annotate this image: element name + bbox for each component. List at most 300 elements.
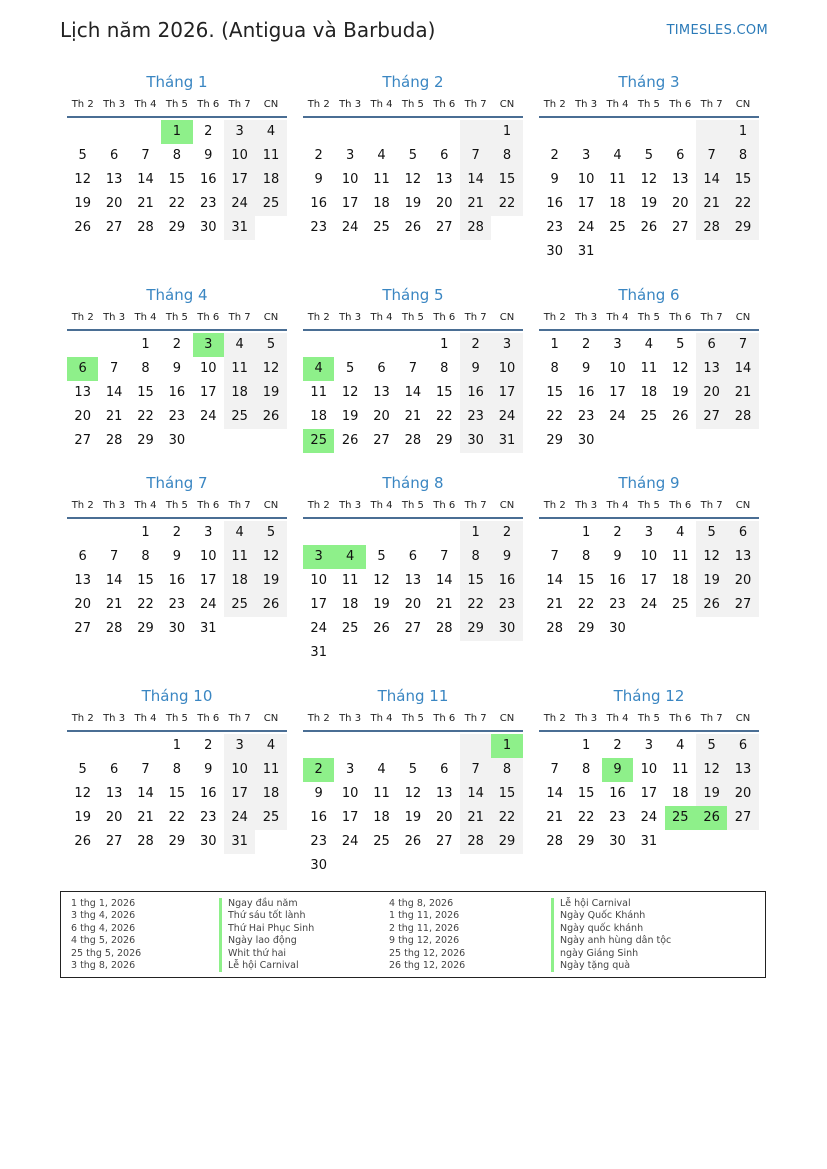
weekday-label: Th 2	[307, 312, 330, 323]
day-empty	[429, 734, 460, 758]
day-cell: 1	[491, 120, 522, 144]
day-cell: 28	[546, 621, 563, 636]
weekday-label: Th 2	[71, 500, 94, 511]
day-cell: 5	[345, 361, 355, 376]
day-cell: 27	[671, 220, 689, 235]
week-row	[539, 593, 759, 617]
month-title: Tháng 4	[146, 286, 208, 304]
day-cell: 14	[105, 385, 123, 400]
day-cell: 12	[404, 172, 422, 187]
day-cell: 2	[613, 525, 622, 540]
day-cell: 20	[74, 409, 91, 424]
legend-holiday-name: Lễ hội Carnival	[551, 898, 671, 910]
day-holiday: 4	[303, 357, 334, 381]
day-cell: 2	[581, 337, 591, 352]
weekday-label: Th 7	[228, 500, 251, 511]
month-title: Tháng 1	[146, 73, 208, 91]
day-cell: 5	[696, 734, 727, 758]
legend-holiday-name: Ngày anh hùng dân tộc	[551, 935, 671, 947]
legend-date: 3 thg 4, 2026	[71, 910, 136, 922]
day-empty	[727, 429, 758, 453]
day-cell: 19	[255, 569, 286, 593]
legend-date: 3 thg 8, 2026	[71, 959, 136, 971]
week-row	[539, 617, 759, 641]
day-cell: 11	[373, 172, 390, 187]
day-cell: 7	[550, 762, 559, 777]
weekday-header	[303, 94, 523, 118]
day-cell: 7	[408, 361, 417, 376]
day-cell: 13	[105, 172, 123, 187]
day-empty	[665, 240, 696, 264]
week-row	[539, 405, 759, 429]
day-cell: 18	[310, 409, 327, 424]
week-row	[303, 144, 523, 168]
weekday-label: Th 5	[165, 713, 188, 724]
day-cell: 24	[199, 597, 217, 612]
day-cell: 27	[105, 834, 123, 849]
day-cell: 10	[310, 573, 327, 588]
day-cell: 10	[491, 357, 522, 381]
day-cell: 5	[255, 521, 286, 545]
weekday-label: Th 6	[197, 312, 220, 323]
day-empty	[727, 830, 758, 854]
day-cell: 23	[199, 810, 217, 825]
day-cell: 21	[460, 806, 491, 830]
day-cell: 1	[581, 525, 591, 540]
day-cell: 24	[310, 621, 327, 636]
day-cell: 15	[577, 573, 595, 588]
weekday-label: Th 6	[197, 99, 220, 110]
week-row	[303, 569, 523, 593]
weekday-label: Th 5	[401, 500, 424, 511]
weekday-label: Th 4	[606, 713, 629, 724]
legend-holiday-name: Thứ sáu tốt lành	[219, 910, 314, 922]
day-empty	[98, 333, 129, 357]
day-cell: 29	[460, 617, 491, 641]
day-cell: 16	[168, 385, 186, 400]
week-row	[539, 782, 759, 806]
day-cell: 19	[74, 196, 91, 211]
day-empty	[334, 641, 365, 665]
day-cell: 8	[581, 549, 591, 564]
weekday-label: Th 4	[370, 99, 393, 110]
day-cell: 5	[676, 337, 685, 352]
weekday-label: CN	[499, 500, 515, 511]
day-cell: 14	[460, 168, 491, 192]
weekday-label: CN	[263, 99, 279, 110]
weekday-header	[539, 94, 759, 118]
day-cell: 19	[404, 196, 422, 211]
day-cell: 23	[310, 834, 327, 849]
day-cell: 19	[696, 782, 727, 806]
week-row	[303, 216, 523, 240]
day-empty	[429, 641, 460, 665]
day-cell: 20	[74, 597, 91, 612]
weekday-label: Th 3	[339, 312, 362, 323]
week-row	[539, 357, 759, 381]
weekday-label: CN	[263, 713, 279, 724]
day-cell: 30	[199, 220, 217, 235]
day-cell: 14	[435, 573, 453, 588]
day-cell: 23	[609, 810, 626, 825]
weekday-label: Th 2	[543, 312, 566, 323]
day-cell: 25	[341, 621, 359, 636]
day-empty	[539, 120, 570, 144]
day-empty	[460, 734, 491, 758]
week-row	[539, 569, 759, 593]
weekday-label: Th 4	[134, 713, 157, 724]
day-cell: 8	[727, 144, 758, 168]
month-title: Tháng 3	[618, 73, 680, 91]
day-cell: 18	[609, 196, 626, 211]
day-cell: 3	[491, 333, 522, 357]
month-title: Tháng 11	[377, 687, 449, 705]
day-cell: 9	[491, 545, 522, 569]
day-empty	[633, 240, 664, 264]
day-empty	[665, 830, 696, 854]
legend-holiday-name: Ngày Quốc Khánh	[551, 910, 671, 922]
day-cell: 16	[199, 172, 217, 187]
day-cell: 5	[644, 148, 653, 163]
day-cell: 10	[577, 172, 595, 187]
day-empty	[255, 216, 286, 240]
day-cell: 30	[460, 429, 491, 453]
weekday-label: Th 6	[669, 99, 692, 110]
legend-holiday-name: Ngày quốc khánh	[551, 923, 671, 935]
day-cell: 11	[640, 361, 658, 376]
day-cell: 20	[435, 810, 453, 825]
day-cell: 21	[460, 192, 491, 216]
day-cell: 3	[345, 762, 355, 777]
brand-link[interactable]: TIMESLES.COM	[666, 23, 768, 38]
day-cell: 3	[581, 148, 591, 163]
day-empty	[397, 854, 428, 878]
day-cell: 27	[435, 834, 453, 849]
day-cell: 14	[546, 786, 563, 801]
weekday-header	[67, 94, 287, 118]
weekday-label: Th 6	[669, 312, 692, 323]
weekday-label: Th 7	[228, 713, 251, 724]
day-cell: 15	[460, 569, 491, 593]
day-cell: 17	[491, 381, 522, 405]
week-row	[303, 830, 523, 854]
weekday-label: Th 4	[370, 500, 393, 511]
weekday-label: Th 6	[433, 312, 456, 323]
day-cell: 19	[341, 409, 359, 424]
day-cell: 3	[204, 525, 213, 540]
day-cell: 29	[546, 433, 563, 448]
day-cell: 22	[168, 810, 186, 825]
day-cell: 14	[460, 782, 491, 806]
week-row	[67, 617, 287, 641]
weekday-header	[67, 307, 287, 331]
day-cell: 28	[404, 433, 422, 448]
week-row	[303, 593, 523, 617]
day-cell: 21	[546, 597, 563, 612]
day-empty	[460, 641, 491, 665]
weekday-label: Th 2	[543, 500, 566, 511]
day-empty	[633, 617, 664, 641]
month-5	[303, 283, 523, 453]
week-row	[67, 429, 287, 453]
month-title: Tháng 9	[618, 474, 680, 492]
weekday-label: Th 6	[433, 500, 456, 511]
day-cell: 25	[640, 409, 658, 424]
week-row	[539, 333, 759, 357]
day-empty	[224, 617, 255, 641]
day-cell: 25	[671, 597, 689, 612]
day-cell: 8	[141, 549, 150, 564]
week-row	[303, 521, 523, 545]
day-cell: 26	[404, 834, 422, 849]
day-cell: 20	[435, 196, 453, 211]
weekday-label: Th 7	[700, 99, 723, 110]
month-title: Tháng 6	[618, 286, 680, 304]
month-10	[67, 684, 287, 854]
day-empty	[130, 734, 161, 758]
day-empty	[696, 120, 727, 144]
weekday-label: Th 2	[543, 99, 566, 110]
weekday-label: Th 7	[464, 312, 487, 323]
day-cell: 29	[435, 433, 453, 448]
day-cell: 13	[74, 385, 91, 400]
day-cell: 27	[74, 621, 91, 636]
day-cell: 10	[199, 361, 217, 376]
day-cell: 11	[341, 573, 359, 588]
day-holiday: 25	[303, 429, 334, 453]
day-cell: 15	[168, 172, 186, 187]
day-cell: 25	[609, 220, 626, 235]
day-cell: 12	[341, 385, 359, 400]
day-cell: 19	[404, 810, 422, 825]
day-cell: 27	[727, 806, 758, 830]
day-cell: 16	[168, 573, 186, 588]
day-cell: 6	[109, 148, 119, 163]
day-cell: 24	[199, 409, 217, 424]
day-empty	[303, 120, 334, 144]
weekday-label: Th 5	[637, 713, 660, 724]
day-cell: 23	[168, 409, 186, 424]
day-cell: 10	[224, 144, 255, 168]
day-cell: 28	[435, 621, 453, 636]
week-row	[539, 734, 759, 758]
weekday-label: Th 2	[71, 312, 94, 323]
weekday-label: Th 2	[543, 713, 566, 724]
day-empty	[429, 854, 460, 878]
day-cell: 15	[727, 168, 758, 192]
day-cell: 21	[404, 409, 422, 424]
day-cell: 14	[727, 357, 758, 381]
day-cell: 10	[199, 549, 217, 564]
day-cell: 9	[204, 148, 213, 163]
day-holiday: 3	[193, 333, 224, 357]
day-cell: 8	[581, 762, 591, 777]
day-cell: 31	[491, 429, 522, 453]
day-empty	[366, 521, 397, 545]
weekday-label: Th 5	[401, 713, 424, 724]
day-cell: 12	[74, 172, 91, 187]
weekday-label: Th 4	[134, 312, 157, 323]
weekday-label: Th 7	[700, 713, 723, 724]
legend-holiday-name: Ngày tặng quà	[551, 960, 671, 972]
day-empty	[67, 120, 98, 144]
week-row	[539, 120, 759, 144]
day-empty	[696, 617, 727, 641]
day-cell: 18	[255, 782, 286, 806]
day-cell: 23	[609, 597, 626, 612]
day-empty	[366, 854, 397, 878]
day-cell: 23	[199, 196, 217, 211]
day-empty	[602, 429, 633, 453]
day-cell: 7	[440, 549, 449, 564]
day-cell: 5	[377, 549, 386, 564]
day-cell: 12	[696, 545, 727, 569]
day-cell: 29	[137, 433, 154, 448]
day-cell: 30	[609, 621, 626, 636]
day-cell: 21	[727, 381, 758, 405]
legend-date: 6 thg 4, 2026	[71, 922, 136, 934]
week-row	[303, 734, 523, 758]
week-row	[67, 830, 287, 854]
day-empty	[334, 333, 365, 357]
day-cell: 7	[460, 758, 491, 782]
week-row	[303, 854, 523, 878]
day-empty	[696, 830, 727, 854]
day-cell: 25	[224, 405, 255, 429]
day-cell: 8	[491, 758, 522, 782]
day-cell: 24	[577, 220, 595, 235]
day-cell: 20	[373, 409, 390, 424]
day-cell: 23	[546, 220, 563, 235]
day-cell: 29	[168, 834, 186, 849]
day-cell: 21	[105, 597, 123, 612]
day-cell: 20	[727, 569, 758, 593]
day-cell: 11	[224, 545, 255, 569]
day-cell: 12	[255, 545, 286, 569]
month-7	[67, 471, 287, 641]
day-cell: 3	[224, 120, 255, 144]
day-cell: 6	[696, 333, 727, 357]
day-cell: 21	[137, 196, 154, 211]
day-empty	[255, 429, 286, 453]
day-cell: 12	[696, 758, 727, 782]
day-cell: 14	[404, 385, 422, 400]
day-cell: 9	[460, 357, 491, 381]
day-empty	[460, 854, 491, 878]
day-cell: 7	[460, 144, 491, 168]
day-cell: 22	[435, 409, 453, 424]
day-cell: 18	[671, 786, 689, 801]
day-cell: 8	[172, 148, 181, 163]
weekday-label: Th 6	[197, 713, 220, 724]
weekday-header	[539, 708, 759, 732]
day-cell: 26	[74, 220, 91, 235]
week-row	[539, 830, 759, 854]
month-title: Tháng 8	[382, 474, 444, 492]
day-cell: 1	[141, 337, 150, 352]
day-empty	[67, 521, 98, 545]
weekday-label: Th 4	[606, 99, 629, 110]
day-cell: 2	[460, 333, 491, 357]
month-12	[539, 684, 759, 854]
day-cell: 14	[137, 172, 154, 187]
weekday-label: Th 2	[307, 500, 330, 511]
day-cell: 3	[613, 337, 622, 352]
day-holiday: 1	[161, 120, 192, 144]
day-cell: 19	[74, 810, 91, 825]
weekday-label: Th 4	[370, 312, 393, 323]
day-cell: 5	[255, 333, 286, 357]
week-row	[67, 782, 287, 806]
day-cell: 31	[224, 830, 255, 854]
day-cell: 4	[644, 337, 653, 352]
day-empty	[334, 120, 365, 144]
day-cell: 22	[491, 806, 522, 830]
day-cell: 29	[491, 830, 522, 854]
day-cell: 12	[640, 172, 658, 187]
day-cell: 6	[440, 762, 449, 777]
week-row	[539, 429, 759, 453]
day-cell: 25	[255, 192, 286, 216]
holiday-legend	[60, 891, 766, 978]
day-empty	[397, 734, 428, 758]
day-cell: 17	[224, 168, 255, 192]
weekday-label: Th 2	[71, 99, 94, 110]
day-cell: 20	[404, 597, 422, 612]
day-cell: 20	[105, 810, 123, 825]
legend-holiday-name: Ngày lao động	[219, 935, 314, 947]
day-cell: 2	[550, 148, 559, 163]
day-empty	[602, 240, 633, 264]
week-row	[539, 144, 759, 168]
day-cell: 11	[609, 172, 626, 187]
day-cell: 23	[168, 597, 186, 612]
day-cell: 2	[172, 525, 181, 540]
weekday-header	[67, 495, 287, 519]
day-cell: 24	[609, 409, 626, 424]
day-cell: 22	[577, 597, 595, 612]
day-cell: 30	[168, 621, 186, 636]
day-cell: 4	[613, 148, 622, 163]
day-empty	[429, 120, 460, 144]
day-cell: 7	[727, 333, 758, 357]
day-cell: 19	[373, 597, 390, 612]
day-holiday: 4	[334, 545, 365, 569]
weekday-header	[539, 307, 759, 331]
day-cell: 17	[640, 573, 658, 588]
page-title: Lịch năm 2026. (Antigua và Barbuda)	[60, 18, 436, 42]
day-cell: 8	[141, 361, 150, 376]
day-cell: 14	[105, 573, 123, 588]
day-cell: 15	[491, 168, 522, 192]
day-empty	[665, 617, 696, 641]
day-cell: 21	[546, 810, 563, 825]
legend-holiday-name: Lễ hội Carnival	[219, 960, 314, 972]
day-cell: 8	[172, 762, 181, 777]
day-cell: 6	[727, 521, 758, 545]
day-cell: 28	[137, 834, 154, 849]
week-row	[67, 357, 287, 381]
day-cell: 13	[105, 786, 123, 801]
legend-date: 25 thg 12, 2026	[389, 947, 466, 959]
weekday-label: Th 6	[197, 500, 220, 511]
day-cell: 18	[671, 573, 689, 588]
day-cell: 30	[310, 858, 327, 873]
day-cell: 18	[224, 381, 255, 405]
day-cell: 6	[440, 148, 449, 163]
day-cell: 25	[373, 834, 390, 849]
day-empty	[570, 120, 601, 144]
